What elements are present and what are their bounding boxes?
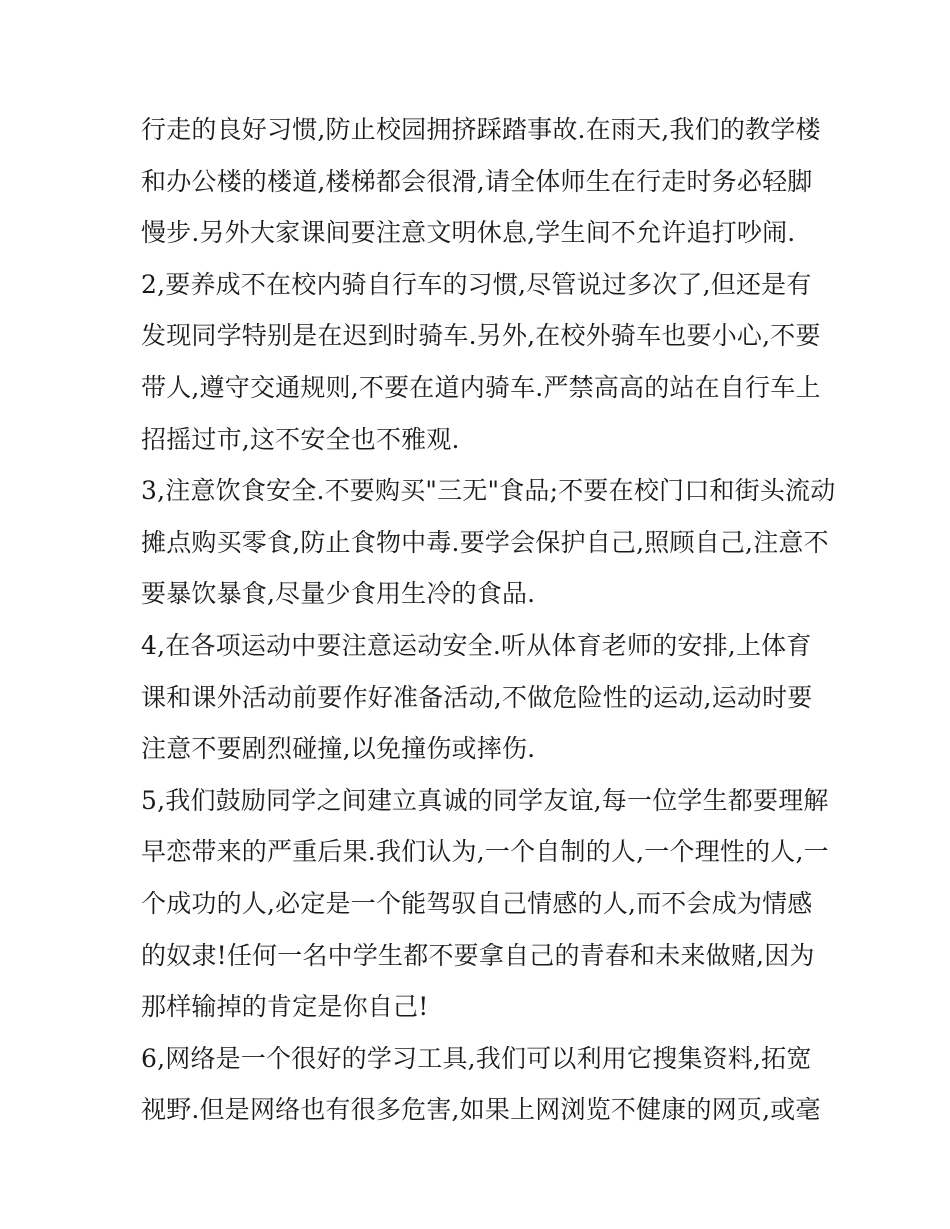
text-line: 要暴饮暴食,尽量少食用生冷的食品. bbox=[141, 579, 536, 609]
text-line: 的奴隶!任何一名中学生都不要拿自己的青春和未来做赌,因为 bbox=[141, 940, 815, 970]
text-line: 视野.但是网络也有很多危害,如果上网浏览不健康的网页,或毫 bbox=[141, 1095, 821, 1125]
text-line: 慢步.另外大家课间要注意文明休息,学生间不允许追打吵闹. bbox=[141, 218, 796, 248]
text-line: 那样输掉的肯定是你自己! bbox=[141, 992, 429, 1022]
text-line: 注意不要剧烈碰撞,以免撞伤或摔伤. bbox=[141, 734, 536, 764]
text-line: 带人,遵守交通规则,不要在道内骑车.严禁高高的站在自行车上 bbox=[141, 372, 821, 402]
text-line: 2,要养成不在校内骑自行车的习惯,尽管说过多次了,但还是有 bbox=[141, 269, 812, 299]
text-line: 4,在各项运动中要注意运动安全.听从体育老师的安排,上体育 bbox=[141, 630, 812, 660]
text-line: 行走的良好习惯,防止校园拥挤踩踏事故.在雨天,我们的教学楼 bbox=[141, 115, 821, 144]
text-line: 课和课外活动前要作好准备活动,不做危险性的运动,运动时要 bbox=[141, 682, 813, 712]
text-line: 摊点购买零食,防止食物中毒.要学会保护自己,照顾自己,注意不 bbox=[141, 527, 829, 557]
text-line: 早恋带来的严重后果.我们认为,一个自制的人,一个理性的人,一 bbox=[141, 837, 829, 867]
text-line: 3,注意饮食安全.不要购买"三无"食品;不要在校门口和街头流动 bbox=[141, 476, 836, 506]
text-line: 5,我们鼓励同学之间建立真诚的同学友谊,每一位学生都要理解 bbox=[141, 785, 829, 815]
text-line: 6,网络是一个很好的学习工具,我们可以利用它搜集资料,拓宽 bbox=[141, 1043, 812, 1073]
text-line: 和办公楼的楼道,楼梯都会很滑,请全体师生在行走时务必轻脚 bbox=[141, 166, 813, 196]
text-line: 招摇过市,这不安全也不雅观. bbox=[141, 424, 460, 454]
text-line: 发现同学特别是在迟到时骑车.另外,在校外骑车也要小心,不要 bbox=[141, 321, 821, 351]
text-line: 个成功的人,必定是一个能驾驭自己情感的人,而不会成为情感 bbox=[141, 888, 813, 918]
document-body bbox=[141, 104, 836, 1136]
